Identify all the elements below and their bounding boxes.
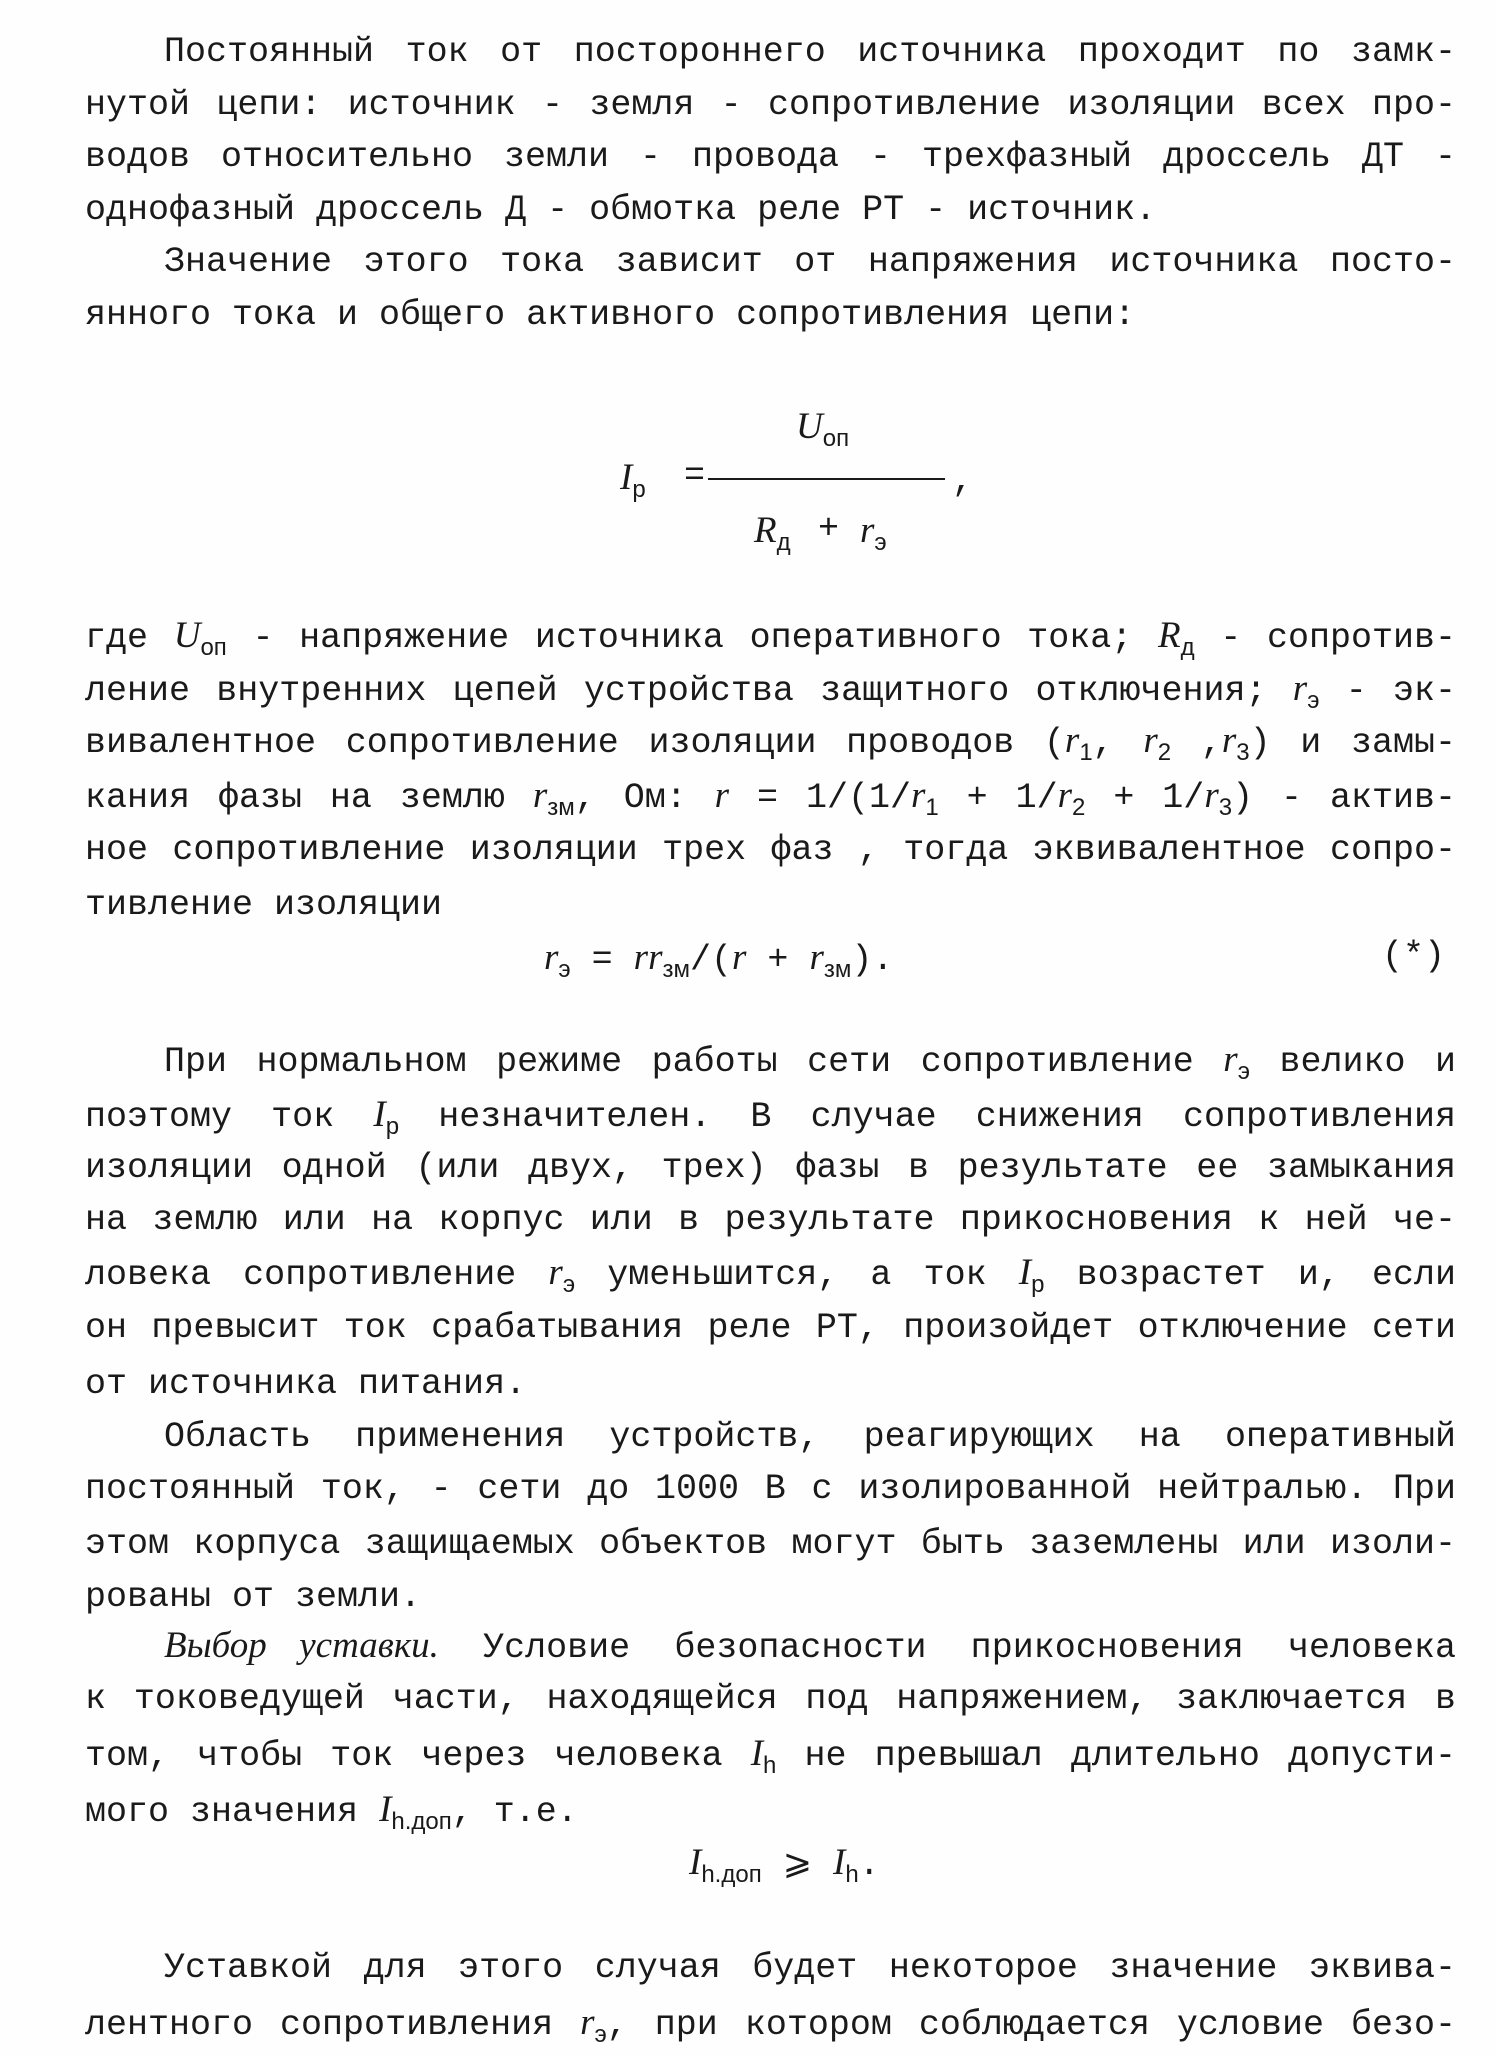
text-run: от источника питания. bbox=[85, 1364, 527, 1404]
math-subscript: э bbox=[558, 956, 571, 983]
text-run: водов относительно земли - провода - трехфазный дроссель ДТ - bbox=[85, 137, 1456, 177]
math-variable: I bbox=[750, 1733, 764, 1774]
text-run: где bbox=[85, 618, 174, 658]
text-line bbox=[164, 239, 1456, 285]
text-line bbox=[85, 2000, 1456, 2046]
math-variable: r bbox=[544, 937, 559, 978]
math-symbol bbox=[750, 1733, 777, 1779]
text-line bbox=[85, 613, 1456, 659]
math-subscript: р bbox=[1031, 1271, 1045, 1298]
math-variable: r bbox=[910, 775, 926, 816]
text-run: ). bbox=[851, 940, 894, 980]
text-line bbox=[85, 827, 1456, 873]
math-subscript: э bbox=[874, 529, 887, 556]
math-symbol bbox=[173, 615, 227, 661]
math-symbol bbox=[373, 1094, 400, 1140]
text-run: уменьшится, а ток bbox=[575, 1255, 1019, 1295]
math-variable: I bbox=[833, 1842, 846, 1883]
math-subscript: 2 bbox=[1072, 794, 1086, 821]
math-symbol bbox=[544, 937, 571, 983]
text-line bbox=[85, 1521, 1456, 1567]
math-variable: I bbox=[1018, 1252, 1032, 1293]
math-variable: r bbox=[633, 937, 649, 978]
math-variable: r bbox=[532, 775, 548, 816]
math-variable: r bbox=[1143, 720, 1158, 761]
formula-equivalent-resistance bbox=[544, 935, 893, 985]
math-variable: r bbox=[1064, 720, 1080, 761]
math-variable: r bbox=[548, 1252, 563, 1293]
math-variable: R bbox=[1157, 615, 1181, 656]
text-run: = bbox=[570, 940, 634, 980]
formula-comma: , bbox=[952, 461, 974, 501]
math-symbol bbox=[732, 937, 746, 978]
math-subscript: р bbox=[385, 1113, 400, 1140]
text-line bbox=[85, 1092, 1456, 1138]
text-run: янного тока и общего активного сопротивления цепи: bbox=[85, 295, 1136, 335]
text-line bbox=[164, 1037, 1456, 1083]
text-line bbox=[85, 292, 1456, 338]
text-line bbox=[85, 773, 1456, 819]
math-variable: U bbox=[173, 615, 201, 656]
text-run: этом корпуса защищаемых объектов могут быть заземлены или изоли- bbox=[85, 1524, 1456, 1564]
math-variable: R bbox=[754, 510, 777, 551]
text-line bbox=[85, 1731, 1456, 1777]
text-run: Постоянный ток от постороннего источника проходит по замк- bbox=[164, 32, 1456, 72]
math-symbol bbox=[1223, 1039, 1250, 1085]
math-symbol bbox=[910, 775, 939, 821]
text-line bbox=[164, 1414, 1456, 1460]
text-run: - эк- bbox=[1319, 671, 1456, 711]
math-symbol bbox=[754, 510, 791, 556]
text-run: вивалентное сопротивление изоляции проводов ( bbox=[85, 723, 1065, 763]
text-line bbox=[85, 718, 1456, 764]
math-symbol bbox=[809, 937, 852, 983]
math-subscript: э bbox=[594, 2021, 607, 2048]
math-subscript: э bbox=[1307, 687, 1320, 714]
text-run: ⩾ bbox=[761, 1845, 834, 1885]
math-subscript: р bbox=[632, 476, 646, 503]
math-subscript: 3 bbox=[1218, 794, 1233, 821]
text-run: незначителен. В случае снижения сопротивления bbox=[399, 1097, 1456, 1137]
math-symbol bbox=[860, 510, 887, 556]
text-run: При нормальном режиме работы сети сопротивление bbox=[164, 1042, 1224, 1082]
text-run: тивление изоляции bbox=[85, 885, 443, 925]
math-symbol bbox=[1204, 775, 1233, 821]
math-subscript: э bbox=[562, 1271, 576, 1298]
text-run: рованы от земли. bbox=[85, 1577, 422, 1617]
math-symbol bbox=[648, 937, 690, 983]
text-run: + 1/ bbox=[1085, 778, 1205, 818]
text-line bbox=[85, 82, 1456, 128]
math-symbol bbox=[379, 1789, 452, 1835]
text-run: нутой цепи: источник - земля - сопротивление изоляции всех про- bbox=[85, 85, 1456, 125]
math-variable: I bbox=[689, 1842, 702, 1883]
text-run: он превысит ток срабатывания реле РТ, произойдет отключение сети bbox=[85, 1308, 1456, 1348]
text-run: постоянный ток, - сети до 1000 В с изолированной нейтралью. При bbox=[85, 1469, 1456, 1509]
math-subscript: д bbox=[1180, 634, 1195, 661]
text-run: однофазный дроссель Д - обмотка реле РТ - источник. bbox=[85, 190, 1157, 230]
formula-den-r bbox=[754, 508, 791, 558]
text-run: , bbox=[1171, 723, 1222, 763]
text-line bbox=[85, 666, 1456, 712]
math-symbol bbox=[1292, 668, 1320, 714]
math-symbol bbox=[1064, 720, 1093, 766]
math-symbol bbox=[1143, 720, 1172, 766]
text-run: не превышал длительно допусти- bbox=[776, 1736, 1456, 1776]
text-run: - напряжение источника оперативного тока; bbox=[226, 618, 1158, 658]
math-subscript: 1 bbox=[925, 794, 939, 821]
math-symbol bbox=[548, 1252, 576, 1298]
text-run: ) и замы- bbox=[1249, 723, 1457, 763]
math-symbol bbox=[833, 1842, 859, 1888]
text-run: том, чтобы ток через человека bbox=[85, 1736, 751, 1776]
formula-den-re bbox=[860, 508, 887, 558]
text-run: Уставкой для этого случая будет некоторое значение эквива- bbox=[164, 1948, 1456, 1988]
text-line bbox=[164, 1945, 1456, 1991]
text-run: - сопротив- bbox=[1194, 618, 1457, 658]
text-run: . bbox=[858, 1845, 880, 1885]
formula-plus: + bbox=[818, 509, 840, 549]
formula-equals: = bbox=[684, 456, 706, 496]
text-line bbox=[164, 1623, 1456, 1669]
text-line bbox=[85, 134, 1456, 180]
text-run: кания фазы на землю bbox=[85, 778, 533, 818]
text-line bbox=[85, 882, 1456, 928]
fraction-bar bbox=[708, 478, 945, 480]
math-variable: r bbox=[714, 775, 730, 816]
text-run: , Ом: bbox=[574, 778, 715, 818]
text-run: изоляции одной (или двух, трех) фазы в результате ее замыкания bbox=[85, 1148, 1456, 1188]
text-line bbox=[85, 1676, 1456, 1722]
math-subscript: 2 bbox=[1157, 739, 1172, 766]
math-variable: r bbox=[580, 2002, 595, 2043]
text-run: на землю или на корпус или в результате прикосновения к ней че- bbox=[85, 1200, 1456, 1240]
math-variable: r bbox=[1223, 1039, 1238, 1080]
math-subscript: 1 bbox=[1079, 739, 1093, 766]
text-run: Условие безопасности прикосновения человека bbox=[438, 1628, 1456, 1668]
text-run: поэтому ток bbox=[85, 1097, 374, 1137]
text-run: /( bbox=[690, 940, 733, 980]
text-line bbox=[85, 1361, 1456, 1407]
math-symbol bbox=[1018, 1252, 1045, 1298]
math-subscript: h bbox=[763, 1752, 777, 1779]
formula-label: (*) bbox=[1382, 936, 1446, 976]
math-symbol bbox=[796, 406, 850, 452]
math-subscript: 3 bbox=[1236, 739, 1250, 766]
math-subscript: оп bbox=[822, 425, 850, 452]
text-line bbox=[85, 1197, 1456, 1243]
text-line bbox=[85, 1787, 1456, 1833]
math-subscript: оп bbox=[200, 634, 227, 661]
math-variable: r bbox=[1221, 720, 1237, 761]
math-subscript: h bbox=[845, 1861, 859, 1888]
math-variable: r bbox=[809, 937, 824, 978]
math-variable: r bbox=[648, 937, 663, 978]
text-run: + bbox=[746, 940, 810, 980]
text-run: Значение этого тока зависит от напряжения источника посто- bbox=[164, 242, 1456, 282]
math-symbol bbox=[689, 1842, 762, 1888]
text-run: ) - актив- bbox=[1232, 778, 1456, 818]
text-line bbox=[85, 1574, 1456, 1620]
math-variable: I bbox=[379, 1789, 392, 1830]
math-symbol bbox=[1221, 720, 1250, 766]
text-run: , bbox=[1092, 723, 1144, 763]
formula-numerator bbox=[796, 404, 849, 454]
math-variable: r bbox=[860, 510, 875, 551]
text-run: ловека сопротивление bbox=[85, 1255, 549, 1295]
math-subscript: э bbox=[1237, 1058, 1250, 1085]
math-variable: r bbox=[1204, 775, 1219, 816]
math-symbol bbox=[1057, 775, 1086, 821]
math-subscript: h.доп bbox=[701, 1861, 762, 1888]
math-symbol bbox=[1157, 615, 1195, 661]
math-variable: I bbox=[373, 1094, 386, 1135]
text-run: , при котором соблюдается условие безо- bbox=[606, 2005, 1456, 2045]
text-run: ление внутренних цепей устройства защитного отключения; bbox=[85, 671, 1293, 711]
math-variable: r bbox=[1057, 775, 1073, 816]
math-symbol bbox=[715, 775, 729, 816]
math-subscript: h.доп bbox=[391, 1808, 452, 1835]
text-line bbox=[85, 1145, 1456, 1191]
italic-heading: Выбор уставки. bbox=[164, 1625, 439, 1666]
text-line bbox=[164, 29, 1456, 75]
math-subscript: зм bbox=[547, 794, 575, 821]
math-symbol bbox=[532, 775, 575, 821]
formula-lhs bbox=[620, 455, 646, 505]
text-run: ное сопротивление изоляции трех фаз , тогда эквивалентное сопро- bbox=[85, 830, 1456, 870]
math-variable: r bbox=[732, 937, 747, 978]
math-symbol bbox=[620, 457, 646, 503]
text-line bbox=[85, 1466, 1456, 1512]
math-variable: U bbox=[796, 406, 823, 447]
formula-safety-condition bbox=[689, 1840, 880, 1890]
text-run: мого значения bbox=[85, 1792, 380, 1832]
text-run: к токоведущей части, находящейся под напряжением, заключается в bbox=[85, 1679, 1456, 1719]
text-line bbox=[85, 187, 1456, 233]
math-symbol bbox=[634, 937, 648, 978]
math-subscript: д bbox=[776, 529, 791, 556]
math-variable: r bbox=[1292, 668, 1308, 709]
text-run: велико и bbox=[1249, 1042, 1457, 1082]
math-subscript: зм bbox=[823, 956, 852, 983]
text-run: Область применения устройств, реагирующих на оперативный bbox=[164, 1417, 1456, 1457]
text-run: возрастет и, если bbox=[1044, 1255, 1457, 1295]
text-run: лентного сопротивления bbox=[85, 2005, 581, 2045]
math-variable: I bbox=[620, 457, 633, 498]
math-symbol bbox=[580, 2002, 607, 2048]
text-run: = 1/(1/ bbox=[729, 778, 911, 818]
text-line bbox=[85, 1305, 1456, 1351]
math-subscript: зм bbox=[662, 956, 690, 983]
text-run: , т.е. bbox=[451, 1792, 578, 1832]
text-line bbox=[85, 1250, 1456, 1296]
text-run: + 1/ bbox=[938, 778, 1058, 818]
